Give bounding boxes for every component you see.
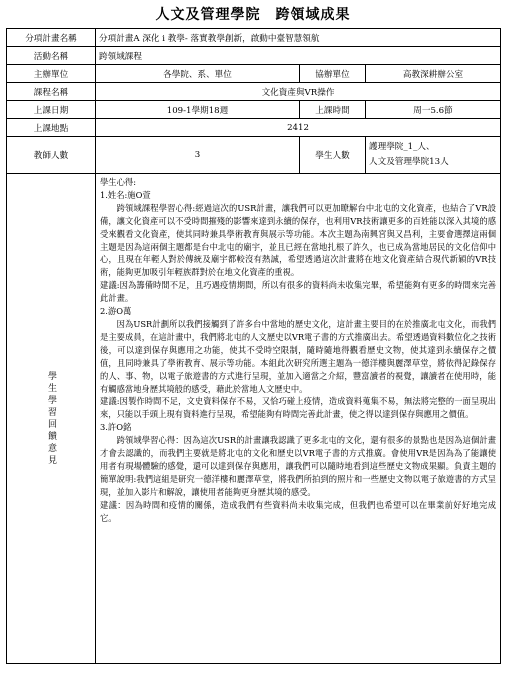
row-place xyxy=(7,119,501,137)
place-label: 上課地點 xyxy=(7,119,96,137)
date-value: 109-1學期18週 xyxy=(96,101,300,119)
student-1-name: 1.姓名:施O萱 xyxy=(100,189,151,200)
row-course xyxy=(7,83,501,101)
students-value-line-1: 護理學院_1_人、 xyxy=(369,142,435,152)
student-3-name: 3.許O銘 xyxy=(100,422,132,433)
student-1-advice: 建議:因為籌備時間不足，且巧遇疫情期間，所以有很多的資料尚未收集完畢，希望能夠有更多的時間來完善此計畫。 xyxy=(100,280,497,304)
cohost-label: 協辦單位 xyxy=(300,65,366,83)
students-value xyxy=(366,137,501,174)
project-value: 分項計畫A 深化 i 教學- 落實教學創新，啟動中臺智慧領航 xyxy=(96,29,501,47)
time-value: 周一5.6節 xyxy=(366,101,501,119)
row-project xyxy=(7,29,501,47)
students-label: 學生人數 xyxy=(300,137,366,174)
course-value: 文化資產與VR操作 xyxy=(96,83,501,101)
student-2-body: 因為USR計劃所以我們接觸到了許多台中當地的歷史文化，這計畫主要目的在於推廣北屯文化，而我們是主要成員，在這計畫中，我們將北屯的人文歷史以VR電子書的方式推廣出去。希望透過資料數位化之技術後，可以達到保存與應用之功能，使其不受時空限制，隨時隨地得觀看歷史文物，使其達到永續保存之價值，且同時兼具了學術教育、展示等功能。本組此次研究所選主題為一德洋樓與麗澤草堂，將依得記錄保存的人、事、物，以電子旅遊書的方式進行呈現，並加入適當之介紹，豐富讀者的視覺，讓讀者在使用時，能有觸感當地身歷其境般的感受，藉此於當地人文歷史中。 xyxy=(100,318,497,394)
student-3-advice: 建議：因為時間和疫情的關係，造成我們有些資料尚未收集完成，但我們也希望可以在畢業前好好地完成它。 xyxy=(100,499,497,523)
time-label: 上課時間 xyxy=(300,101,366,119)
feedback-content xyxy=(96,174,501,664)
row-host xyxy=(7,65,501,83)
course-label: 課程名稱 xyxy=(7,83,96,101)
cohost-value: 高教深耕辦公室 xyxy=(366,65,501,83)
activity-report-table xyxy=(6,28,501,664)
place-value: 2412 xyxy=(96,119,501,137)
project-label: 分項計畫名稱 xyxy=(7,29,96,47)
row-headcount xyxy=(7,137,501,174)
student-2-advice: 建議:因製作時間不足，文史資料保存不易，又恰巧碰上疫情，造成資料蒐集不易，無法將完整的一面呈現出來，只能以手頭上現有資料進行呈現，希望能夠有時間完善此計畫，使之得以達到保存與應用之價值。 xyxy=(100,396,497,420)
host-value: 各學院、系、單位 xyxy=(96,65,300,83)
page-title: 人文及管理學院 跨領域成果 xyxy=(155,7,351,23)
row-date xyxy=(7,101,501,119)
activity-label: 活動名稱 xyxy=(7,47,96,65)
feedback-heading: 學生心得: xyxy=(100,177,136,187)
date-label: 上課日期 xyxy=(7,101,96,119)
activity-value: 跨領域課程 xyxy=(96,47,501,65)
feedback-side-cell xyxy=(7,174,96,664)
student-1-body: 跨領域課程學習心得:經過這次的USR計畫，讓我們可以更加瞭解台中北屯的文化資產，也結合了VR設備，讓文化資產可以不受時間摧殘的影響來達到永續的保存，也利用VR技術讓更多的百姓能以深入其境的感受來觀看文化資產，使其同時兼具學術教育與展示等功能。本次主題為南興宮與又昌利，主要會選擇這兩個主題是因為這兩個主題都是台中北屯的廟宇，並且已經在當地扎根了許久，也已成為當地居民的文化信仰中心，且現在年輕人對於傳統及廟宇都較沒有熱誠，希望透過這次計畫將在地文化資產結合現代新穎的VR技術，能夠更加吸引年輕族群對於在地文化資產的重視。 xyxy=(100,202,497,278)
teachers-value: 3 xyxy=(96,137,300,174)
feedback-side-label: 學生學習回饋意見 xyxy=(46,370,56,467)
student-3-body: 跨領域學習心得：因為這次USR的計畫讓我認識了更多北屯的文化，還有很多的景點也是因為這個計畫才會去認識的，而我們主要就是將北屯的文化和歷史以VR電子書的方式推廣。會使用VR是因為為了能讓使用者有現場體驗的感覺，還可以達到保存與應用，讓我們可以隨時地看到這些歷史文物成果顯。負責主題的簡單說明:我們這組是研究一德洋樓和麗澤草堂，將我們所拍到的照片和一些歷史文物以電子旅遊書的方式呈現，並加入影片和解說，讓使用者能夠更身歷其境的感受。 xyxy=(100,435,497,497)
teachers-label: 教師人數 xyxy=(7,137,96,174)
row-activity xyxy=(7,47,501,65)
row-feedback xyxy=(7,174,501,664)
host-label: 主辦單位 xyxy=(7,65,96,83)
student-2-name: 2.游O萬 xyxy=(100,306,132,317)
students-value-line-2: 人文及管理學院13人 xyxy=(369,157,449,167)
